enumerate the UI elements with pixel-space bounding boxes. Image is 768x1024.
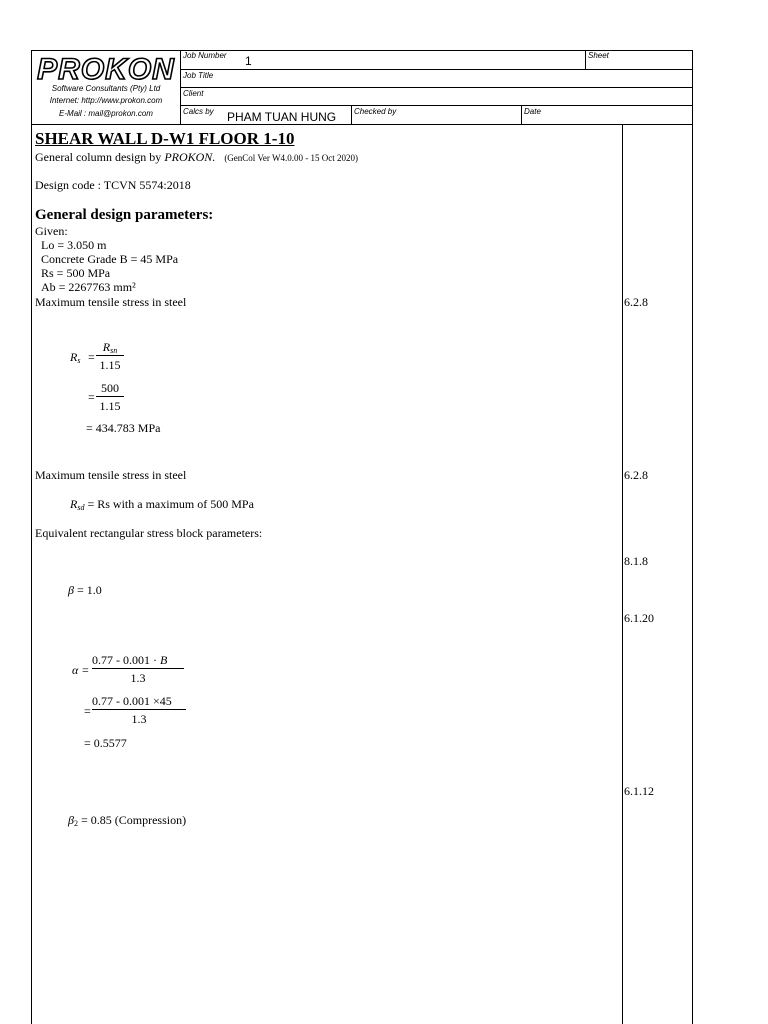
subtitle-brand: PROKON. (164, 150, 216, 164)
section-heading: General design parameters: (35, 207, 214, 223)
clause-ref-5: 6.1.12 (624, 784, 654, 798)
alpha-equals: = (82, 663, 89, 677)
logo-panel (31, 50, 181, 125)
param-rs: Rs = 500 MPa (41, 266, 111, 280)
calcs-by-value: PHAM TUAN HUNG (227, 110, 337, 124)
subtitle (35, 150, 358, 165)
checked-by-label: Checked by (354, 107, 397, 116)
alpha-result: = 0.5577 (84, 736, 127, 750)
company-email: E-Mail : mail@prokon.com (59, 109, 153, 118)
job-number-value: 1 (245, 54, 252, 68)
rs-fraction-bar-2 (96, 396, 124, 397)
rs-fraction-bar (96, 355, 124, 356)
param-ab: Ab = 2267763 mm² (41, 280, 136, 294)
alpha-fraction-bar-2 (92, 709, 186, 710)
client-row (181, 88, 693, 106)
alpha-equals-2: = (84, 704, 91, 718)
beta-statement: β = 1.0 (68, 583, 102, 597)
version-text: (GenCol Ver W4.0.00 - 15 Oct 2020) (224, 153, 358, 163)
subtitle-prefix: General column design by (35, 150, 165, 164)
design-code: Design code : TCVN 5574:2018 (35, 178, 191, 192)
sheet-divider (585, 50, 586, 69)
given-label: Given: (35, 224, 68, 238)
rs-numerator-value: 500 (101, 381, 119, 395)
alpha-fraction-bar (92, 668, 184, 669)
job-number-label: Job Number (183, 51, 227, 60)
alpha-denominator-value: 1.3 (131, 712, 147, 726)
logo-text: PROKON (37, 53, 175, 83)
prokon-logo (35, 53, 178, 83)
rs-denominator-value: 1.15 (99, 399, 121, 413)
date-divider (521, 106, 522, 125)
document-title: SHEAR WALL D-W1 FLOOR 1-10 (35, 129, 295, 148)
rs-equals: = (88, 350, 95, 364)
company-name: Software Consultants (Pty) Ltd (51, 84, 161, 93)
title-block (31, 50, 693, 125)
alpha-numerator-value: 0.77 - 0.001 ×45 (92, 694, 172, 708)
clause-ref-2: 6.2.8 (624, 468, 648, 482)
param-lo: Lo = 3.050 m (41, 238, 107, 252)
beta2-statement: $\beta_2 = 0.85$ (Compression) (68, 813, 187, 828)
date-label: Date (524, 107, 541, 116)
rs-denominator: 1.15 (99, 358, 121, 372)
checked-divider (351, 106, 352, 125)
clause-ref-4: 6.1.20 (624, 611, 654, 625)
rs-numerator: $R_{sn}$ (102, 340, 118, 355)
clause-ref-3: 8.1.8 (624, 554, 648, 568)
sheet-label: Sheet (588, 51, 609, 60)
client-label: Client (183, 89, 204, 98)
alpha-denominator: 1.3 (130, 671, 146, 685)
reference-column-divider (622, 125, 623, 1024)
param-concrete-grade: Concrete Grade B = 45 MPa (41, 252, 179, 266)
alpha-numerator: 0.77 - 0.001 · B (92, 653, 168, 667)
rs-result: = 434.783 MPa (86, 421, 161, 435)
company-internet: Internet: http://www.prokon.com (49, 96, 163, 105)
equivalent-block-heading: Equivalent rectangular stress block parameters: (35, 526, 263, 540)
clause-ref-1: 6.2.8 (624, 295, 648, 309)
alpha-lhs: α (72, 663, 79, 677)
job-title-row (181, 70, 693, 88)
rsd-statement: $R_{sd} = Rs$ with a maximum of 500 MPa (70, 497, 254, 512)
calcs-by-label: Calcs by (183, 107, 214, 116)
calcs-row (181, 106, 693, 125)
rs-lhs: $R_s$ (70, 350, 81, 365)
job-title-label: Job Title (183, 71, 214, 80)
max-tensile-heading-1: Maximum tensile stress in steel (35, 295, 187, 309)
rs-equals-2: = (88, 390, 95, 404)
max-tensile-heading-2: Maximum tensile stress in steel (35, 468, 187, 482)
job-number-row (181, 50, 693, 70)
